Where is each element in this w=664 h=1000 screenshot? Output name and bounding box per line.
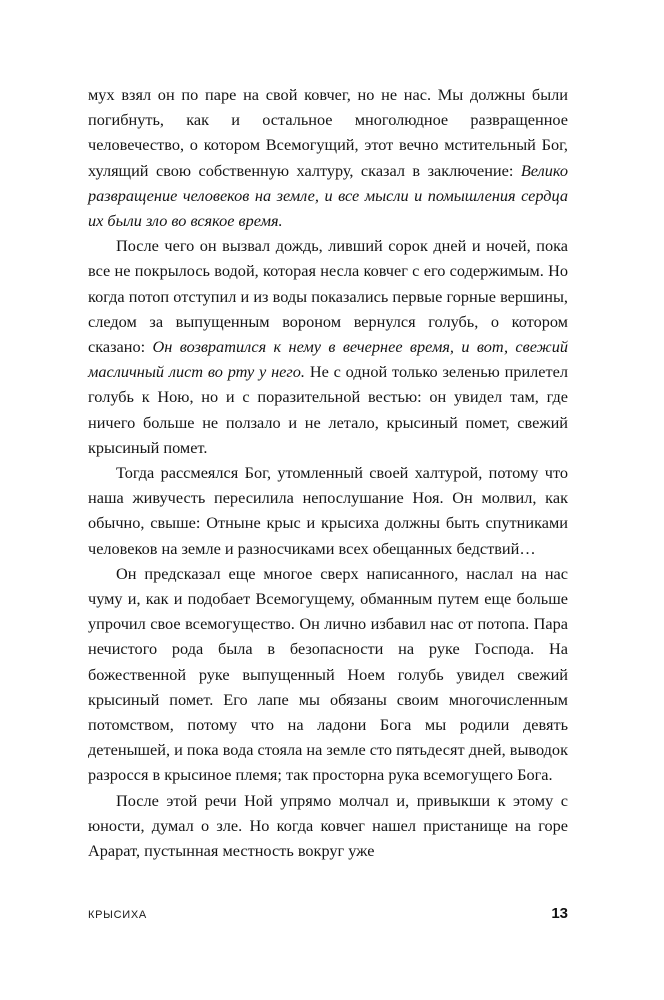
paragraph-3-run-1: Тогда рассмеялся Бог, утомленный своей халтурой, потому что наша живучесть пересилила непослушание Ноя. Он молвил, как обычно, свыше: Отныне крыс и крысиха должны быть спутниками человеков на земле и разносчиками всех обещанных бедствий… <box>88 463 568 558</box>
paragraph-5-run-1: После этой речи Ной упрямо молчал и, привыкши к этому с юности, думал о зле. Но когда ковчег нашел пристанище на горе Арарат, пустынная местность вокруг уже <box>88 790 568 861</box>
paragraph-4 <box>88 561 568 788</box>
paragraph-2 <box>88 233 568 460</box>
paragraph-4-run-1: Он предсказал еще многое сверх написанного, наслал на нас чуму и, как и подобает Всемогущему, обманным путем еще больше упрочил свое всемогущество. Он лично избавил нас от потопа. Пара нечистого рода была в безопасности на руке Господа. На божественной руке выпущенный Ноем голубь увидел свежий крысиный помет. Его лапе мы обязаны своим многочисленным потомством, потому что на ладони Бога мы родили девять детенышей, и пока вода стояла на земле сто пятьдесят дней, выводок разросся в крысиное племя; так просторна рука всемогущего Бога. <box>88 563 568 785</box>
paragraph-2-run-2-italic: Он возвратился к нему в вечернее время, и вот, свежий масличный лист во рту у него. <box>88 337 568 382</box>
running-head: КРЫСИХА <box>88 909 147 921</box>
paragraph-1-run-2-italic: Велико развращение человеков на земле, и все мысли и помышления сердца их были зло во всякое время. <box>88 160 568 231</box>
page-footer <box>88 905 568 922</box>
paragraph-5 <box>88 788 568 864</box>
paragraph-1 <box>88 82 568 233</box>
paragraph-2-run-1: После чего он вызвал дождь, ливший сорок дней и ночей, пока все не покрылось водой, которая несла ковчег с его содержимым. Но когда потоп отступил и из воды показались первые горные вершины, следом за выпущенным вороном вернулся голубь, о котором сказано: <box>88 236 568 357</box>
paragraph-2-run-3: Не с одной только зеленью прилетел голубь к Ною, но и с поразительной вестью: он увидел там, где ничего больше не ползало и не летало, крысиный помет, свежий крысиный помет. <box>88 362 568 457</box>
body-text-column <box>88 82 568 863</box>
paragraph-3 <box>88 460 568 561</box>
paragraph-1-run-1: мух взял он по паре на свой ковчег, но не нас. Мы должны были погибнуть, как и остальное многолюдное развращенное человечество, о котором Всемогущий, этот вечно мстительный Бог, хулящий свою собственную халтуру, сказал в заключение: <box>88 85 568 180</box>
page-number: 13 <box>551 905 568 922</box>
